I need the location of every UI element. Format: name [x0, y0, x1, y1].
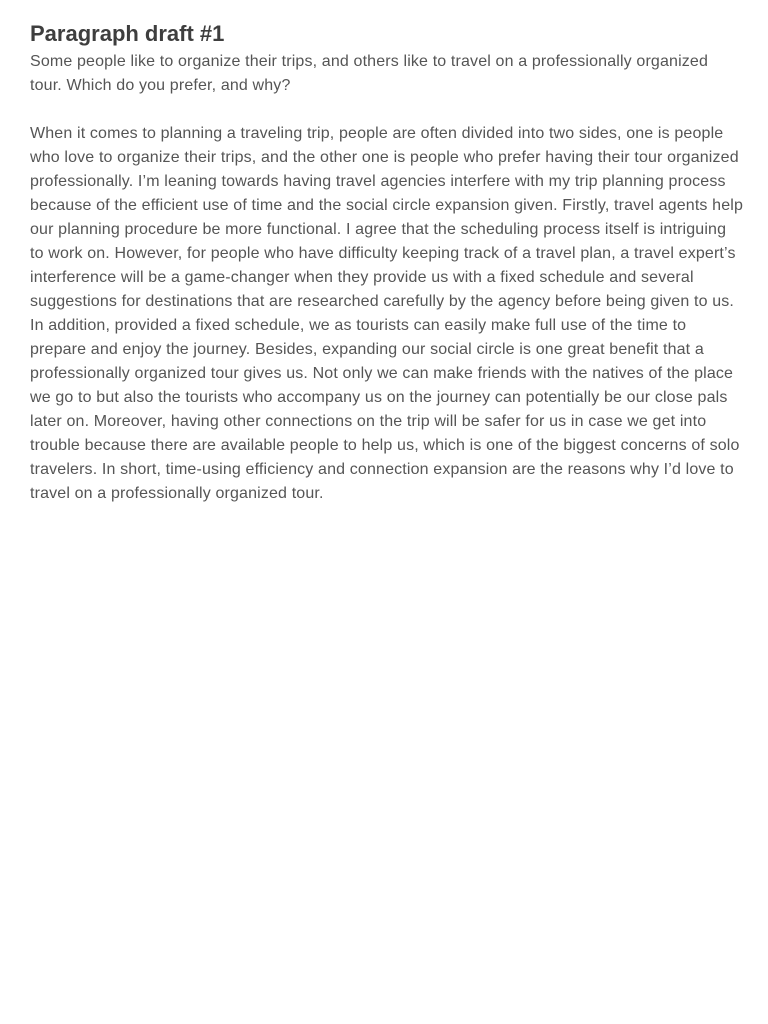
essay-prompt: Some people like to organize their trips, and others like to travel on a professionally organized tour. Which do you prefer, and why?	[30, 53, 709, 94]
note-document	[30, 19, 744, 506]
note-title: Paragraph draft #1	[30, 21, 225, 46]
note-body[interactable]	[30, 50, 744, 506]
essay-paragraph: When it comes to planning a traveling trip, people are often divided into two sides, one is people who love to organize their trips, and the other one is people who prefer having their tour organized professionally. I’m leaning towards having travel agencies interfere with my trip planning process because of the efficient use of time and the social circle expansion given. Firstly, travel agents help our planning procedure be more functional. I agree that the scheduling process itself is intriguing to work on. However, for people who have difficulty keeping track of a travel plan, a travel expert’s interference will be a game-changer when they provide us with a fixed schedule and several suggestions for destinations that are researched carefully by the agency before being given to us. In addition, provided a fixed schedule, we as tourists can easily make full use of the time to prepare and enjoy the journey. Besides, expanding our social circle is one great benefit that a professionally organized tour gives us. Not only we can make friends with the natives of the place we go to but also the tourists who accompany us on the journey can potentially be our close pals later on. Moreover, having other connections on the trip will be safer for us in case we get into trouble because there are available people to help us, which is one of the biggest concerns of solo travelers. In short, time-using efficiency and connection expansion are the reasons why I’d love to travel on a professionally organized tour.	[30, 125, 744, 502]
